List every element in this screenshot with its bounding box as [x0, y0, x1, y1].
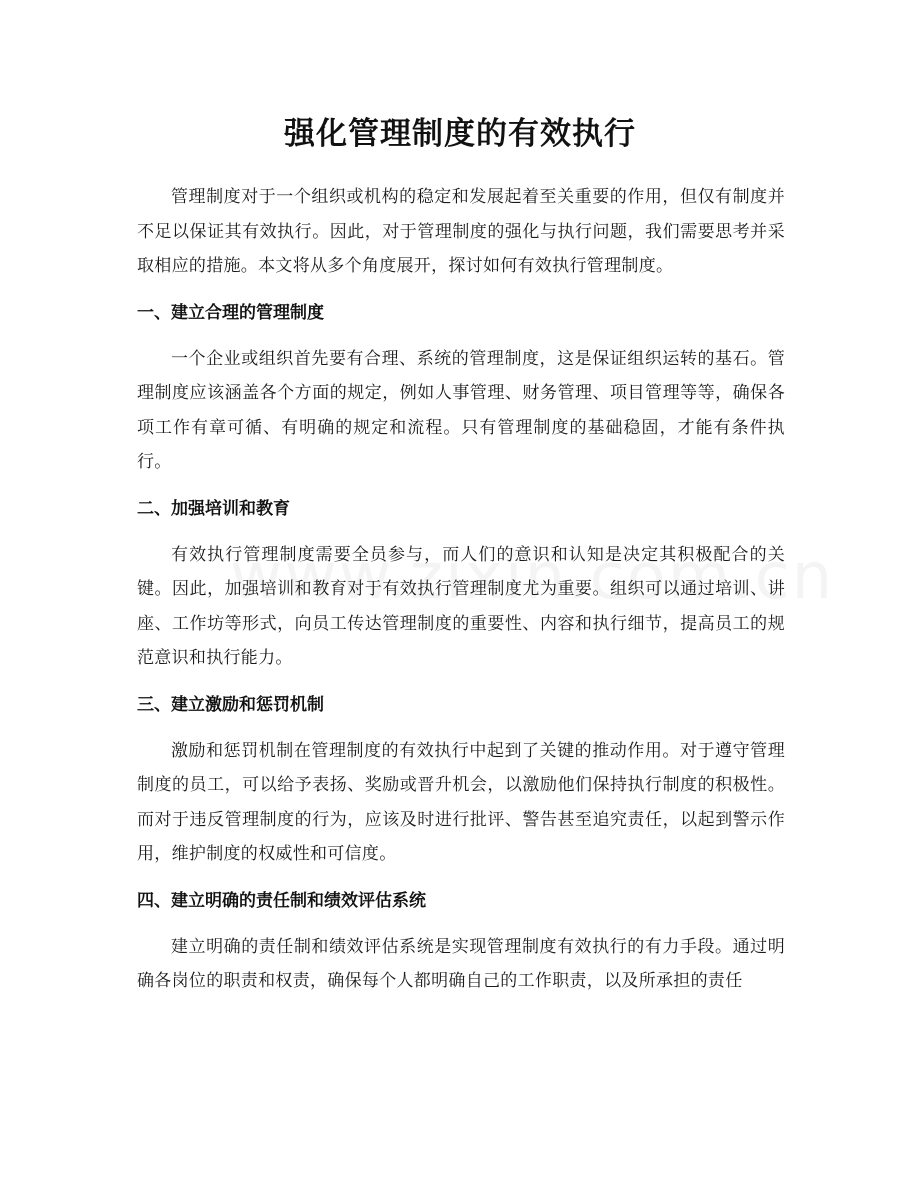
- section-body-3: 激励和惩罚机制在管理制度的有效执行中起到了关键的推动作用。对于遵守管理制度的员工，可以给予表扬、奖励或晋升机会，以激励他们保持执行制度的积极性。而对于违反管理制度的行为，应该及时进行批评、警告甚至追究责任，以起到警示作用，维护制度的权威性和可信度。: [137, 740, 785, 864]
- section-heading-4: 四、建立明确的责任制和绩效评估系统: [137, 890, 426, 911]
- section-body-1: 一个企业或组织首先要有合理、系统的管理制度，这是保证组织运转的基石。管理制度应该涵盖各个方面的规定，例如人事管理、财务管理、项目管理等等，确保各项工作有章可循、有明确的规定和流程。只有管理制度的基础稳固，才能有条件执行。: [137, 348, 785, 472]
- section-heading-1: 一、建立合理的管理制度: [137, 302, 324, 323]
- section-heading-2: 二、加强培训和教育: [137, 498, 290, 519]
- document-body: [137, 180, 785, 999]
- section-body-4: 建立明确的责任制和绩效评估系统是实现管理制度有效执行的有力手段。通过明确各岗位的职责和权责，确保每个人都明确自己的工作职责，以及所承担的责任: [137, 936, 785, 991]
- section-heading-3: 三、建立激励和惩罚机制: [137, 694, 324, 715]
- intro-paragraph: 管理制度对于一个组织或机构的稳定和发展起着至关重要的作用，但仅有制度并不足以保证其有效执行。因此，对于管理制度的强化与执行问题，我们需要思考并采取相应的措施。本文将从多个角度展开，探讨如何有效执行管理制度。: [137, 187, 785, 276]
- section-body-2: 有效执行管理制度需要全员参与，而人们的意识和认知是决定其积极配合的关键。因此，加强培训和教育对于有效执行管理制度尤为重要。组织可以通过培训、讲座、工作坊等形式，向员工传达管理制度的重要性、内容和执行细节，提高员工的规范意识和执行能力。: [137, 544, 785, 668]
- page-title: 强化管理制度的有效执行: [284, 116, 636, 152]
